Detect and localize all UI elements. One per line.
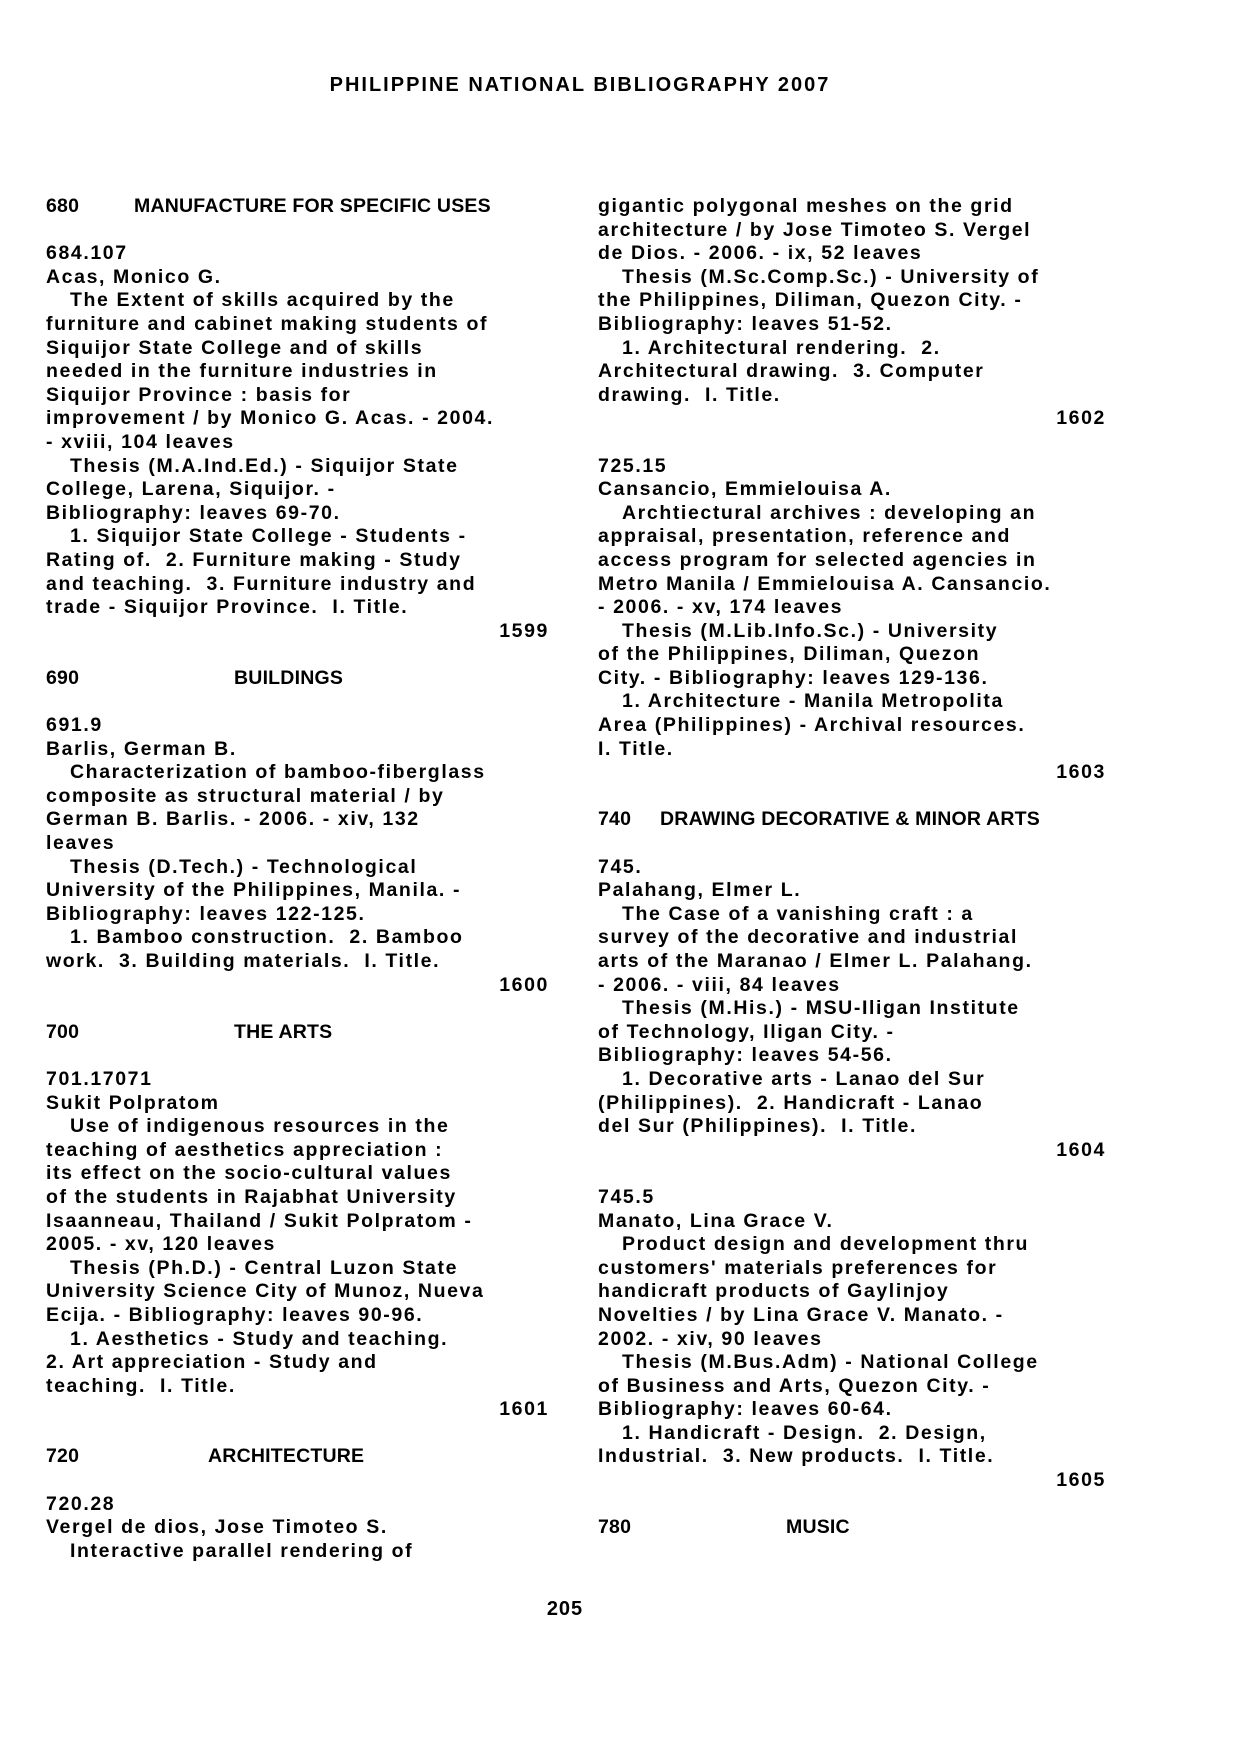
entry-line: University of the Philippines, Manila. - bbox=[46, 879, 462, 902]
entry-line: Thesis (M.Bus.Adm) - National College bbox=[622, 1351, 1039, 1374]
entry-line: Ecija. - Bibliography: leaves 90-96. bbox=[46, 1303, 424, 1326]
author: Palahang, Elmer L. bbox=[598, 879, 802, 902]
entry-line: drawing. I. Title. bbox=[598, 383, 781, 406]
author: Barlis, German B. bbox=[46, 737, 237, 760]
entry-line: Area (Philippines) - Archival resources. bbox=[598, 714, 1026, 737]
page-number: 205 bbox=[546, 1598, 584, 1620]
section-heading-680 bbox=[46, 195, 551, 219]
entry-line: The Case of a vanishing craft : a bbox=[622, 902, 974, 925]
section-title: THE ARTS bbox=[234, 1020, 333, 1043]
left-column bbox=[46, 195, 551, 1563]
entry-line: 2. Art appreciation - Study and bbox=[46, 1351, 378, 1374]
entry-line: gigantic polygonal meshes on the grid bbox=[598, 195, 1014, 217]
entry-line: Bibliography: leaves 54-56. bbox=[598, 1044, 893, 1067]
entry-line: 1. Siquijor State College - Students - bbox=[70, 525, 467, 548]
entry-line: access program for selected agencies in bbox=[598, 548, 1037, 571]
bib-entry-1599 bbox=[46, 242, 551, 643]
entry-line: Interactive parallel rendering of bbox=[70, 1539, 414, 1562]
entry-line: handicraft products of Gaylinjoy bbox=[598, 1280, 950, 1303]
entry-number: 1601 bbox=[499, 1398, 549, 1421]
section-heading-740 bbox=[598, 808, 1108, 832]
entry-line: the Philippines, Diliman, Quezon City. - bbox=[598, 289, 1023, 312]
entry-line: Thesis (M.A.Ind.Ed.) - Siquijor State bbox=[70, 454, 459, 477]
entry-number: 1600 bbox=[499, 973, 549, 996]
entry-line: work. 3. Building materials. I. Title. bbox=[46, 950, 441, 972]
entry-line: Siquijor State College and of skills bbox=[46, 336, 424, 359]
entry-line: 1. Decorative arts - Lanao del Sur bbox=[622, 1067, 986, 1090]
entry-line: improvement / by Monico G. Acas. - 2004. bbox=[46, 407, 494, 430]
entry-line: Thesis (M.Lib.Info.Sc.) - University bbox=[622, 619, 999, 642]
entry-line: leaves bbox=[46, 832, 116, 855]
entry-line: Thesis (D.Tech.) - Technological bbox=[70, 855, 418, 878]
entry-line: Rating of. 2. Furniture making - Study bbox=[46, 548, 462, 571]
entry-line: its effect on the socio-cultural values bbox=[46, 1162, 452, 1185]
call-number: 745. bbox=[598, 855, 643, 878]
entry-line: needed in the furniture industries in bbox=[46, 360, 438, 383]
entry-line: - xviii, 104 leaves bbox=[46, 430, 235, 453]
section-title: BUILDINGS bbox=[234, 666, 344, 689]
entry-line: composite as structural material / by bbox=[46, 784, 445, 807]
entry-line: Product design and development thru bbox=[622, 1233, 1030, 1256]
entry-line: Industrial. 3. New products. I. Title. bbox=[598, 1445, 995, 1468]
section-heading-780 bbox=[598, 1516, 1108, 1540]
entry-line: of Technology, Iligan City. - bbox=[598, 1020, 895, 1043]
entry-line: - 2006. - xv, 174 leaves bbox=[598, 596, 844, 619]
entry-line: University Science City of Munoz, Nueva bbox=[46, 1280, 485, 1303]
call-number: 701.17071 bbox=[46, 1067, 153, 1090]
author: Cansancio, Emmielouisa A. bbox=[598, 478, 892, 501]
author: Manato, Lina Grace V. bbox=[598, 1209, 834, 1232]
entry-line: Thesis (M.His.) - MSU-Iligan Institute bbox=[622, 997, 1020, 1020]
author: Sukit Polpratom bbox=[46, 1091, 220, 1114]
entry-line: Characterization of bamboo-fiberglass bbox=[70, 761, 486, 784]
entry-line: appraisal, presentation, reference and bbox=[598, 525, 1012, 548]
bib-entry-1605 bbox=[598, 1186, 1108, 1493]
entry-line: City. - Bibliography: leaves 129-136. bbox=[598, 666, 989, 689]
bib-entry-1602 bbox=[46, 1493, 551, 1564]
section-code: 780 bbox=[598, 1516, 632, 1539]
entry-line: Isaanneau, Thailand / Sukit Polpratom - bbox=[46, 1209, 473, 1232]
entry-line: 1. Architecture - Manila Metropolita bbox=[622, 690, 1004, 713]
entry-line: 2002. - xiv, 90 leaves bbox=[598, 1327, 823, 1350]
author: Acas, Monico G. bbox=[46, 265, 222, 288]
right-column bbox=[598, 195, 1108, 1540]
section-code: 720 bbox=[46, 1445, 80, 1468]
section-code: 740 bbox=[598, 808, 632, 831]
section-title: MANUFACTURE FOR SPECIFIC USES bbox=[134, 195, 491, 217]
entry-line: I. Title. bbox=[598, 737, 674, 760]
entry-line: Bibliography: leaves 69-70. bbox=[46, 501, 341, 524]
entry-line: and teaching. 3. Furniture industry and bbox=[46, 572, 477, 595]
entry-line: The Extent of skills acquired by the bbox=[70, 289, 455, 312]
entry-line: del Sur (Philippines). I. Title. bbox=[598, 1115, 917, 1138]
author: Vergel de dios, Jose Timoteo S. bbox=[46, 1516, 388, 1539]
entry-line: Thesis (Ph.D.) - Central Luzon State bbox=[70, 1256, 459, 1279]
bib-entry-1603 bbox=[598, 455, 1108, 785]
entry-line: 1. Architectural rendering. 2. bbox=[622, 336, 941, 359]
entry-number: 1604 bbox=[1056, 1138, 1106, 1161]
entry-line: architecture / by Jose Timoteo S. Vergel bbox=[598, 218, 1032, 241]
bib-entry-1600 bbox=[46, 714, 551, 997]
entry-line: - 2006. - viii, 84 leaves bbox=[598, 973, 841, 996]
entry-line: Thesis (M.Sc.Comp.Sc.) - University of bbox=[622, 265, 1040, 288]
call-number: 720.28 bbox=[46, 1492, 116, 1515]
entry-number: 1599 bbox=[499, 619, 549, 642]
entry-line: arts of the Maranao / Elmer L. Palahang. bbox=[598, 950, 1033, 972]
entry-line: Bibliography: leaves 51-52. bbox=[598, 312, 893, 335]
entry-line: of Business and Arts, Quezon City. - bbox=[598, 1374, 991, 1397]
section-code: 690 bbox=[46, 666, 80, 689]
entry-line: teaching. I. Title. bbox=[46, 1374, 236, 1397]
entry-line: (Philippines). 2. Handicraft - Lanao bbox=[598, 1091, 984, 1114]
entry-line: Architectural drawing. 3. Computer bbox=[598, 360, 985, 383]
entry-line: Siquijor Province : basis for bbox=[46, 383, 352, 406]
entry-line: of the students in Rajabhat University bbox=[46, 1185, 457, 1208]
section-heading-700 bbox=[46, 1021, 551, 1045]
section-code: 680 bbox=[46, 195, 80, 217]
entry-line: 2005. - xv, 120 leaves bbox=[46, 1233, 276, 1256]
entry-number: 1603 bbox=[1056, 761, 1106, 784]
section-title: MUSIC bbox=[786, 1516, 850, 1539]
entry-line: Archtiectural archives : developing an bbox=[622, 501, 1037, 524]
call-number: 684.107 bbox=[46, 242, 128, 265]
entry-number: 1605 bbox=[1056, 1469, 1106, 1492]
bib-entry-1602-continued bbox=[598, 195, 1108, 431]
entry-line: Bibliography: leaves 60-64. bbox=[598, 1398, 893, 1421]
section-heading-720 bbox=[46, 1445, 551, 1469]
entry-line: trade - Siquijor Province. I. Title. bbox=[46, 596, 409, 619]
entry-line: teaching of aesthetics appreciation : bbox=[46, 1138, 444, 1161]
entry-line: Novelties / by Lina Grace V. Manato. - bbox=[598, 1303, 1004, 1326]
entry-line: 1. Aesthetics - Study and teaching. bbox=[70, 1327, 449, 1350]
bib-entry-1601 bbox=[46, 1068, 551, 1422]
entry-line: de Dios. - 2006. - ix, 52 leaves bbox=[598, 242, 923, 265]
entry-line: furniture and cabinet making students of bbox=[46, 312, 489, 335]
entry-line: College, Larena, Siquijor. - bbox=[46, 478, 336, 501]
call-number: 725.15 bbox=[598, 454, 668, 477]
entry-line: 1. Bamboo construction. 2. Bamboo bbox=[70, 926, 464, 949]
entry-line: German B. Barlis. - 2006. - xiv, 132 bbox=[46, 808, 420, 831]
section-title: ARCHITECTURE bbox=[208, 1445, 365, 1468]
call-number: 745.5 bbox=[598, 1185, 655, 1208]
section-code: 700 bbox=[46, 1020, 80, 1043]
entry-line: Use of indigenous resources in the bbox=[70, 1115, 450, 1138]
call-number: 691.9 bbox=[46, 714, 103, 737]
entry-line: customers' materials preferences for bbox=[598, 1256, 998, 1279]
entry-line: of the Philippines, Diliman, Quezon bbox=[598, 643, 981, 666]
entry-line: Bibliography: leaves 122-125. bbox=[46, 902, 366, 925]
page-header: PHILIPPINE NATIONAL BIBLIOGRAPHY 2007 bbox=[329, 74, 831, 96]
entry-line: 1. Handicraft - Design. 2. Design, bbox=[622, 1421, 987, 1444]
section-title: DRAWING DECORATIVE & MINOR ARTS bbox=[660, 808, 1040, 831]
entry-line: survey of the decorative and industrial bbox=[598, 926, 1018, 949]
bib-entry-1604 bbox=[598, 856, 1108, 1163]
section-heading-690 bbox=[46, 667, 551, 691]
entry-line: Metro Manila / Emmielouisa A. Cansancio. bbox=[598, 572, 1052, 595]
entry-number: 1602 bbox=[1056, 407, 1106, 430]
